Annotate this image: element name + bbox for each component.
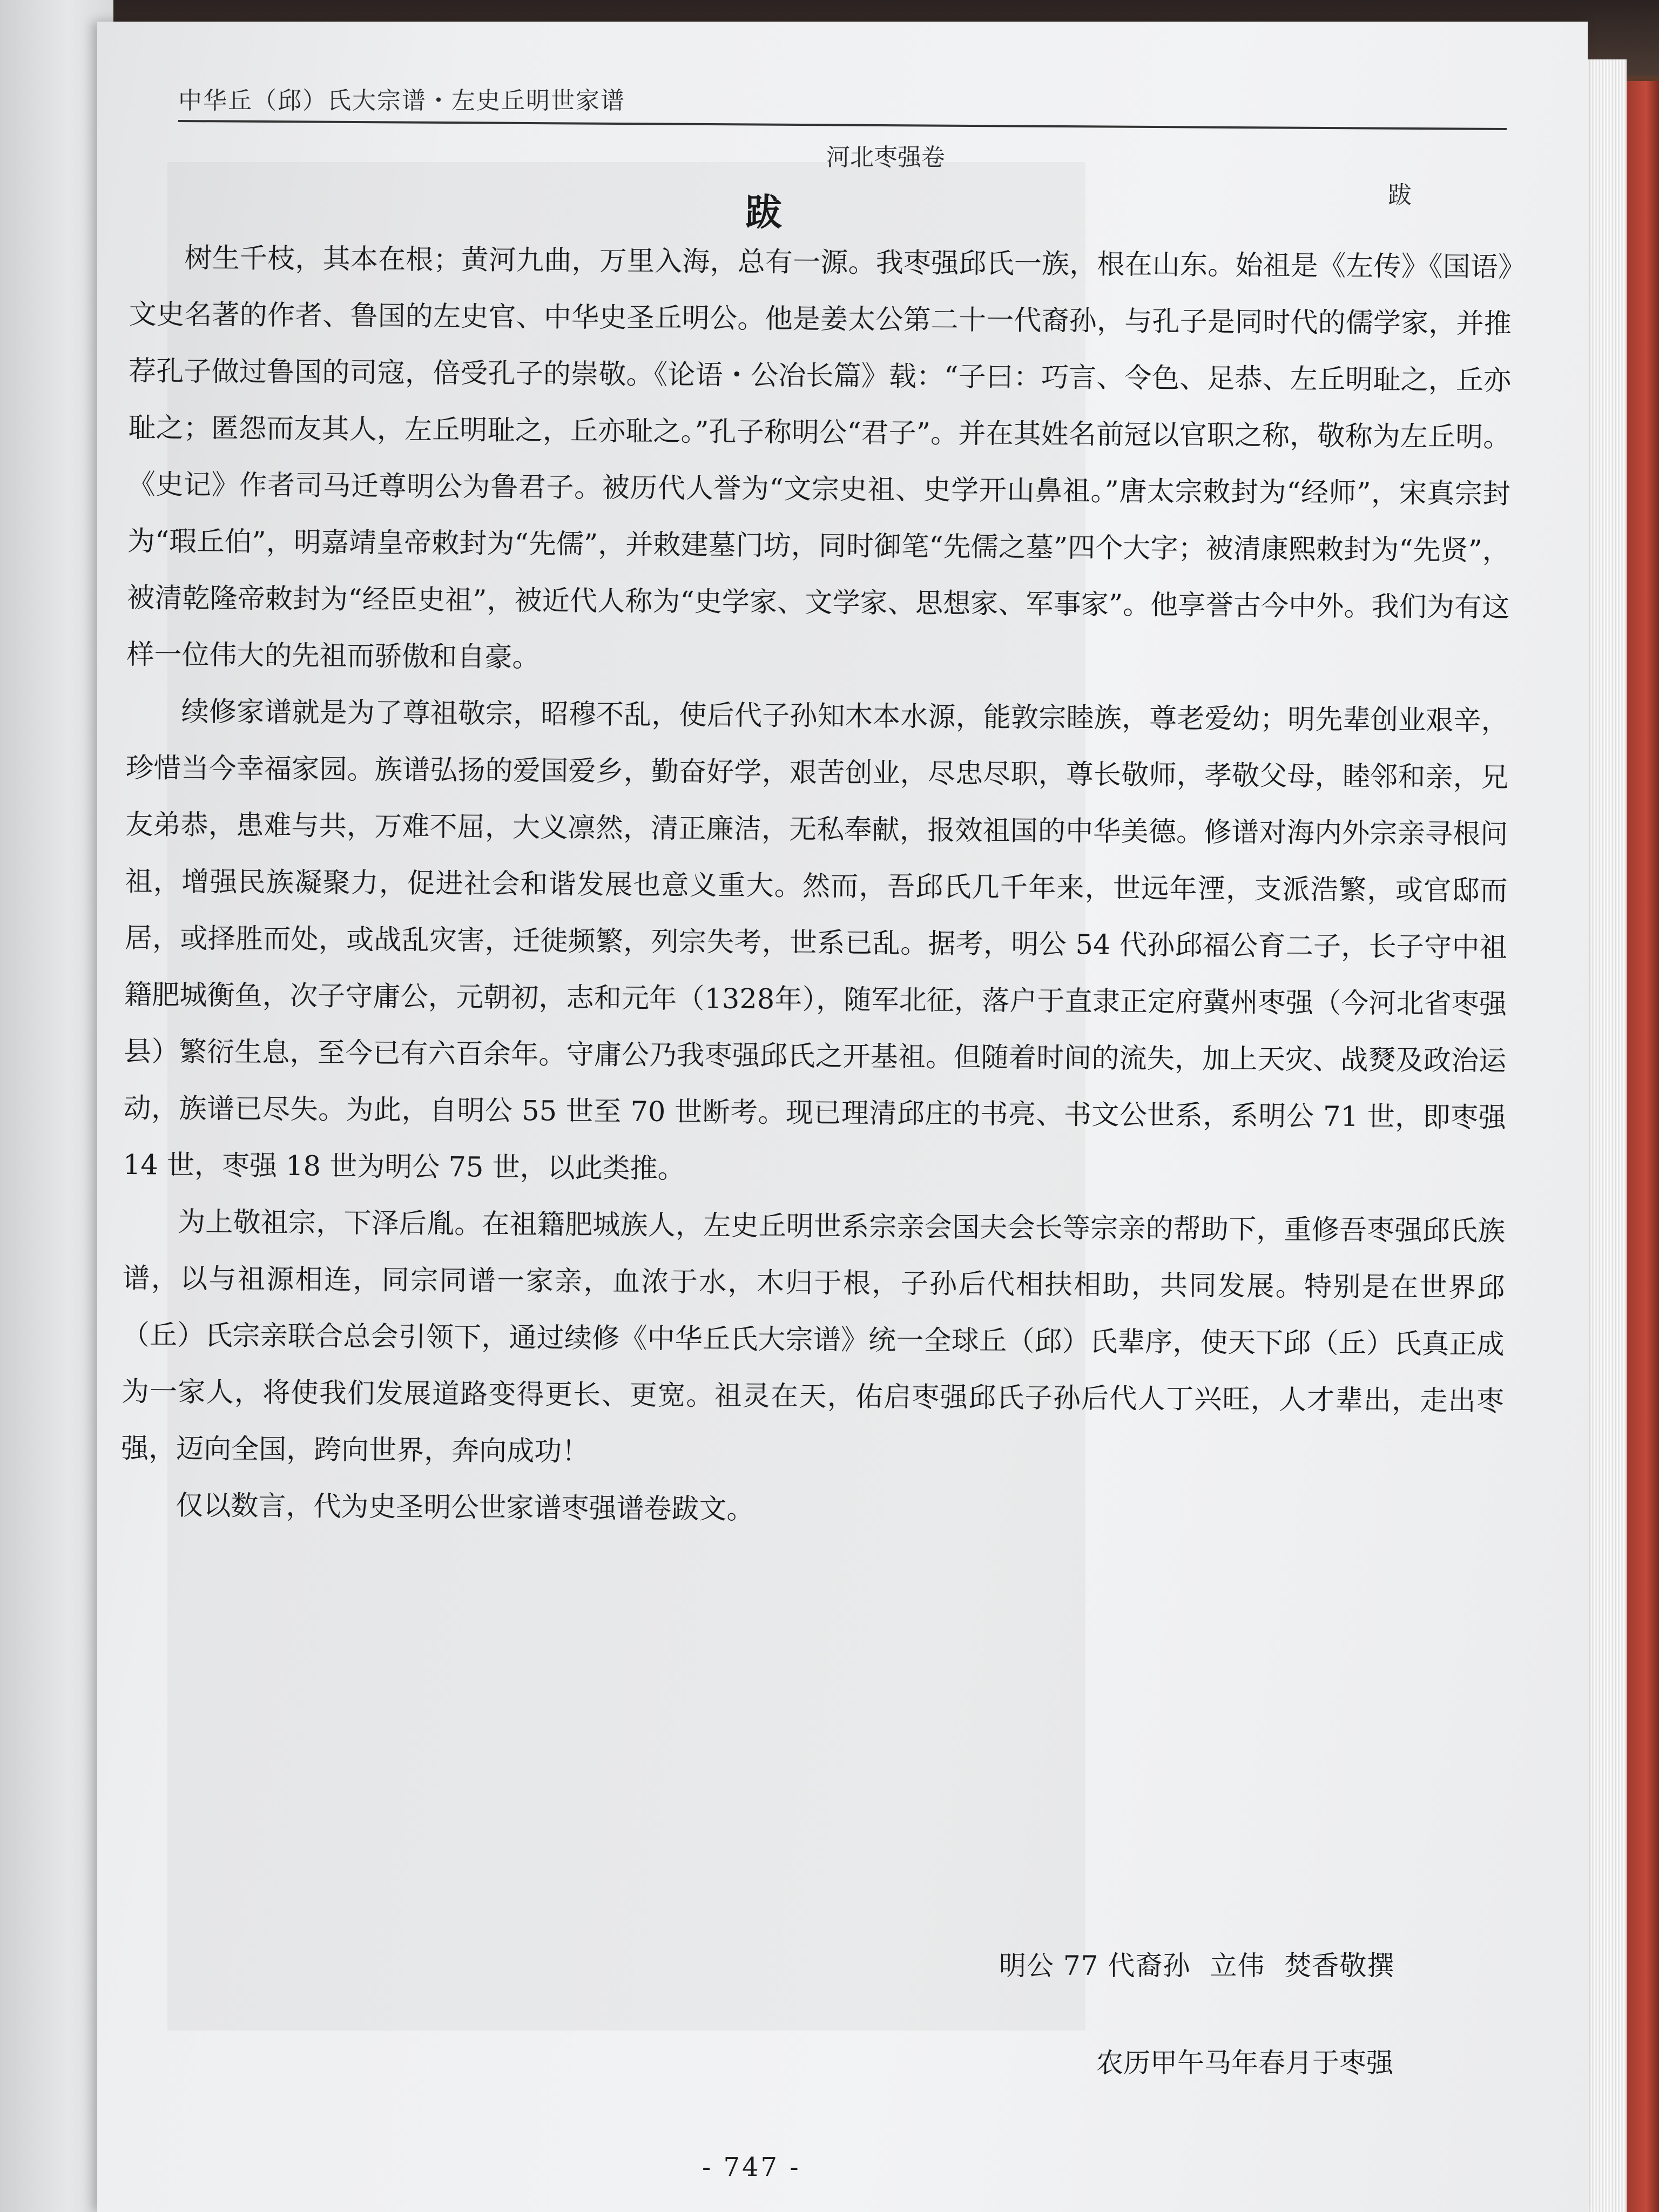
signature-name: 立伟 <box>1210 1950 1265 1981</box>
date-line: 农历甲午马年春月于枣强 <box>1096 2047 1393 2079</box>
paragraph: 为上敬祖宗，下泽后胤。在祖籍肥城族人，左史丘明世系宗亲会国夫会长等宗亲的帮助下，重修吾枣强邱氏族谱，以与祖源相连，同宗同谱一家亲，血浓于水，木归于根，子孙后代相扶相助，共同发展。特别是在世界邱（丘）氏宗亲联合总会引领下，通过续修《中华丘氏大宗谱》统一全球丘（邱）氏辈序，使天下邱（丘）氏真正成为一家人，将使我们发展道路变得更长、更宽。祖灵在天，佑启枣强邱氏子孙后代人丁兴旺，人才辈出，走出枣强，迈向全国，跨向世界，奔向成功！ <box>121 1206 1506 1468</box>
running-header-volume: 河北枣强卷 <box>826 144 945 171</box>
paragraph: 树生千枝，其本在根；黄河九曲，万里入海，总有一源。我枣强邱氏一族，根在山东。始祖是《左传》《国语》文史名著的作者、鲁国的左史官、中华史圣丘明公。他是姜太公第二十一代裔孙，与孔子是同时代的儒学家，并推荐孔子做过鲁国的司寇，倍受孔子的崇敬。《论语・公冶长篇》载：“子曰：巧言、令色、足恭、左丘明耻之，丘亦耻之；匿怨而友其人，左丘明耻之，丘亦耻之。”孔子称明公“君子”。并在其姓名前冠以官职之称，敬称为左丘明。《史记》作者司马迁尊明公为鲁君子。被历代人誉为“文宗史祖、史学开山鼻祖。”唐太宗敕封为“经师”，宋真宗封为“瑕丘伯”，明嘉靖皇帝敕封为“先儒”，并敕建墓门坊，同时御笔“先儒之墓”四个大字；被清康熙敕封为“先贤”，被清乾隆帝敕封为“经臣史祖”，被近代人称为“史学家、文学家、思想家、军事家”。他享誉古今中外。我们为有这样一位伟大的先祖而骄傲和自豪。 <box>126 242 1512 674</box>
book-page <box>97 22 1588 2212</box>
paragraph: 续修家谱就是为了尊祖敬宗，昭穆不乱，使后代子孙知木本水源，能敦宗睦族，尊老爱幼；明先辈创业艰辛，珍惜当今幸福家园。族谱弘扬的爱国爱乡，勤奋好学，艰苦创业，尽忠尽职，尊长敬师，孝敬父母，睦邻和亲，兄友弟恭，患难与共，万难不屈，大义凛然，清正廉洁，无私奉献，报效祖国的中华美德。修谱对海内外宗亲寻根问祖，增强民族凝聚力，促进社会和谐发展也意义重大。然而，吾邱氏几千年来，世远年湮，支派浩繁，或官邸而居，或择胜而处，或战乱灾害，迁徙频繁，列宗失考，世系已乱。据考，明公 54 代孙邱福公育二子，长子守中祖籍肥城衡鱼，次子守庸公，元朝初，志和元年（1328年），随军北征，落户于直隶正定府冀州枣强（今河北省枣强县）繁衍生息，至今已有六百余年。守庸公乃我枣强邱氏之开基祖。但随着时间的流失，加上天灾、战燹及政治运动，族谱已尽失。为此，自明公 55 世至 70 世断考。现已理清邱庄的书亮、书文公世系，系明公 71 世，即枣强 14 世，枣强 18 世为明公 75 世，以此类推。 <box>123 696 1509 1185</box>
signature-lineage: 明公 77 代裔孙 <box>999 1950 1191 1981</box>
body-text <box>120 230 1512 1543</box>
signature-line <box>999 1944 1414 1983</box>
paragraph: 仅以数言，代为史圣明公世家谱枣强谱卷跋文。 <box>176 1489 754 1526</box>
running-header-section: 跋 <box>1388 181 1412 209</box>
book-cover <box>1627 81 1659 2212</box>
page-title: 跋 <box>745 191 785 234</box>
running-header-title: 中华丘（邱）氏大宗谱・左史丘明世家谱 <box>178 87 625 114</box>
previous-page-edge <box>0 0 113 2212</box>
signature-action: 焚香敬撰 <box>1284 1950 1395 1981</box>
page-number: - 747 - <box>702 2152 801 2182</box>
header-rule <box>178 120 1507 130</box>
